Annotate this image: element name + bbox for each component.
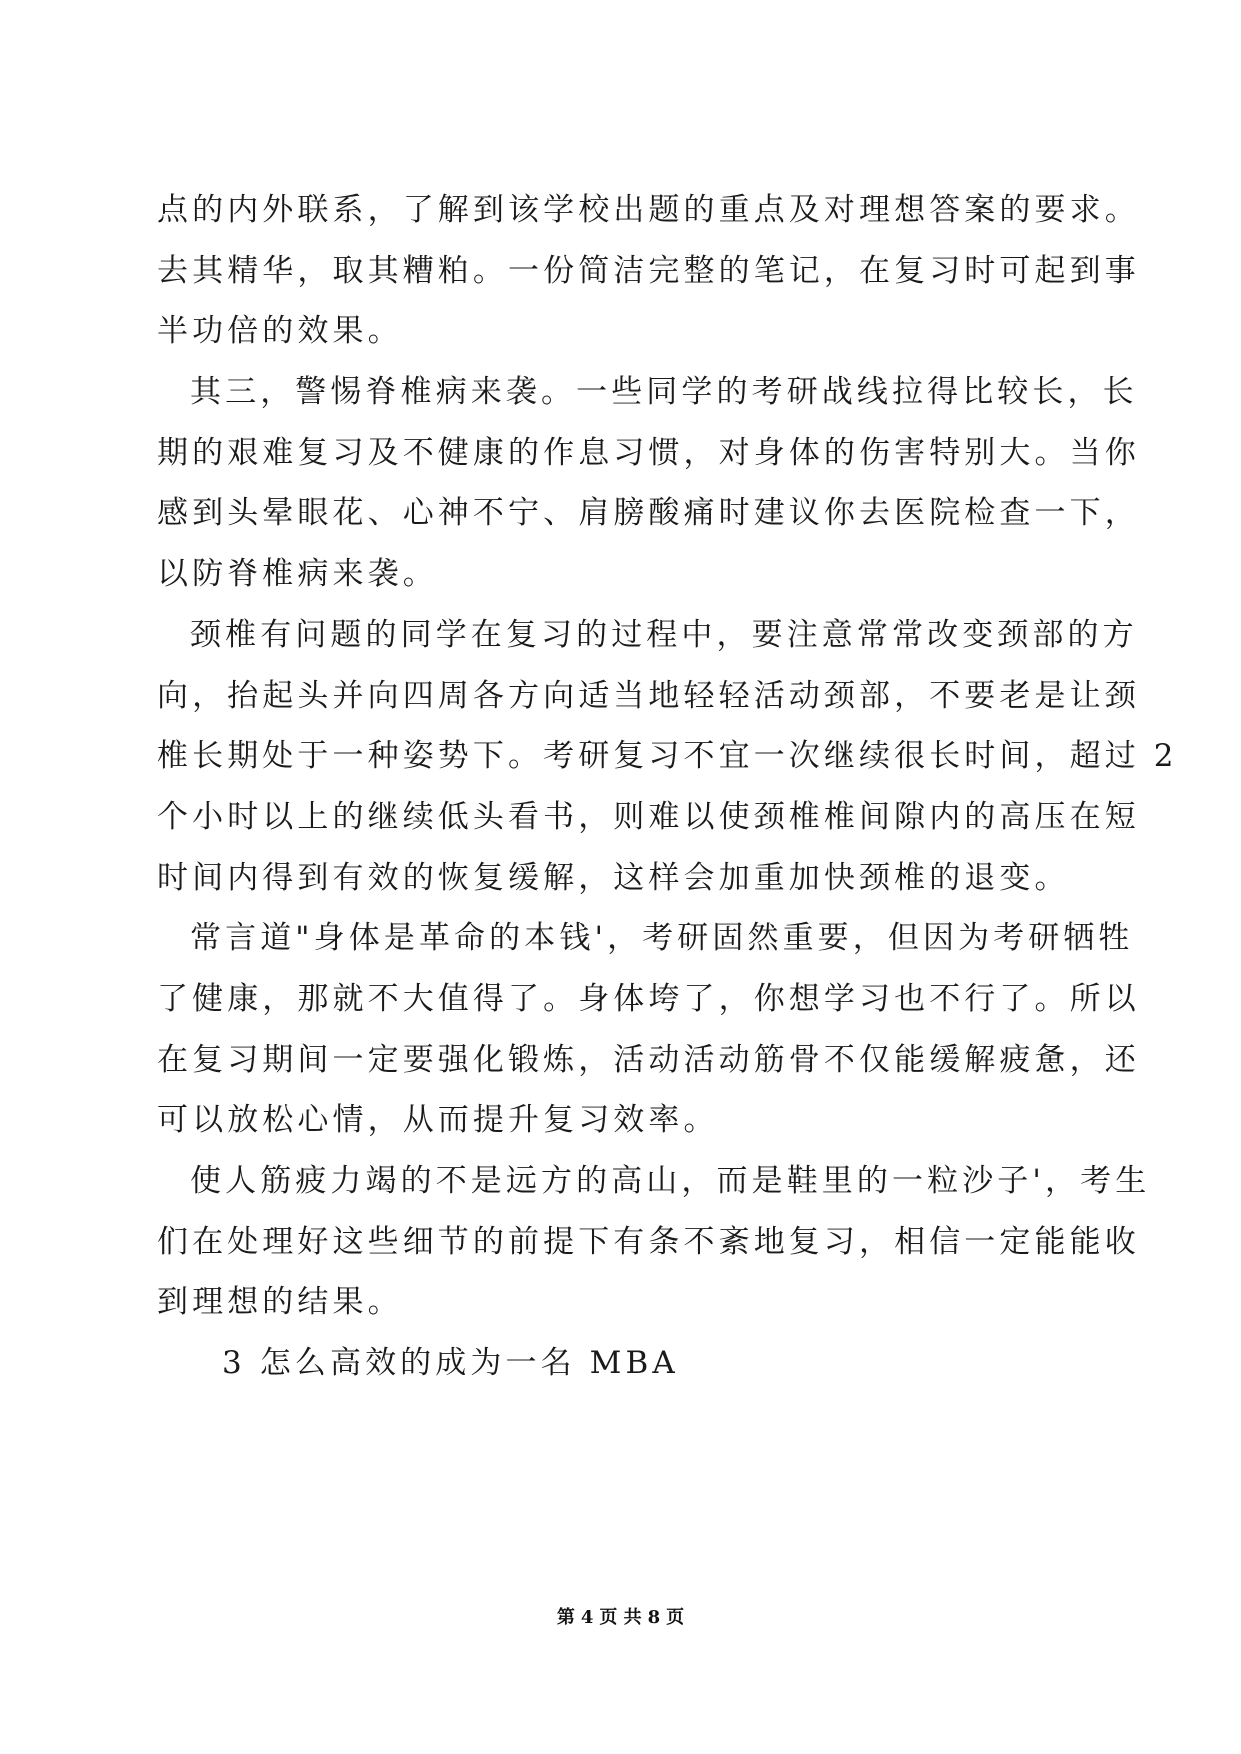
text-line: 到理想的结果。 bbox=[157, 1284, 403, 1321]
text-line: 在复习期间一定要强化锻炼，活动活动筋骨不仅能缓解疲惫，还 bbox=[157, 1041, 1140, 1078]
text-line: 了健康，那就不大值得了。身体垮了，你想学习也不行了。所以 bbox=[157, 980, 1140, 1017]
current-page-number: 4 bbox=[580, 1607, 594, 1628]
text-line: 点的内外联系，了解到该学校出题的重点及对理想答案的要求。 bbox=[157, 192, 1140, 228]
text-line: 感到头晕眼花、心神不宁、肩膀酸痛时建议你去医院检查一下， bbox=[157, 495, 1140, 532]
footer-middle: 页 共 bbox=[599, 1607, 642, 1628]
text-line: 期的艰难复习及不健康的作息习惯，对身体的伤害特别大。当你 bbox=[157, 434, 1140, 471]
text-line: 时间内得到有效的恢复缓解，这样会加重加快颈椎的退变。 bbox=[157, 859, 1070, 896]
paragraph-first-line: 使人筋疲力竭的不是远方的高山，而是鞋里的一粒沙子'，考生 bbox=[190, 1163, 1151, 1199]
footer-prefix: 第 bbox=[556, 1607, 575, 1628]
text-line: 半功倍的效果。 bbox=[157, 313, 403, 350]
section-heading: 3 怎么高效的成为一名 MBA bbox=[222, 1345, 679, 1382]
total-page-count: 8 bbox=[647, 1607, 661, 1628]
text-line: 可以放松心情，从而提升复习效率。 bbox=[157, 1102, 719, 1139]
text-line: 去其精华，取其糟粕。一份简洁完整的笔记，在复习时可起到事 bbox=[157, 252, 1140, 289]
document-body bbox=[157, 180, 1178, 1394]
text-line: 们在处理好这些细节的前提下有条不紊地复习，相信一定能能收 bbox=[157, 1223, 1140, 1260]
paragraph-first-line: 常言道"身体是革命的本钱'，考研固然重要，但因为考研牺牲 bbox=[190, 920, 1134, 957]
text-line: 椎长期处于一种姿势下。考研复习不宜一次继续很长时间，超过 2 bbox=[157, 738, 1178, 775]
text-line: 个小时以上的继续低头看书，则难以使颈椎椎间隙内的高压在短 bbox=[157, 798, 1140, 835]
text-line: 以防脊椎病来袭。 bbox=[157, 556, 438, 593]
page-footer bbox=[0, 1603, 1241, 1629]
paragraph-first-line: 颈椎有问题的同学在复习的过程中，要注意常常改变颈部的方 bbox=[190, 616, 1138, 653]
text-line: 向，抬起头并向四周各方向适当地轻轻活动颈部，不要老是让颈 bbox=[157, 677, 1140, 714]
paragraph-first-line: 其三，警惕脊椎病来袭。一些同学的考研战线拉得比较长，长 bbox=[190, 374, 1138, 411]
footer-suffix: 页 bbox=[666, 1607, 685, 1628]
